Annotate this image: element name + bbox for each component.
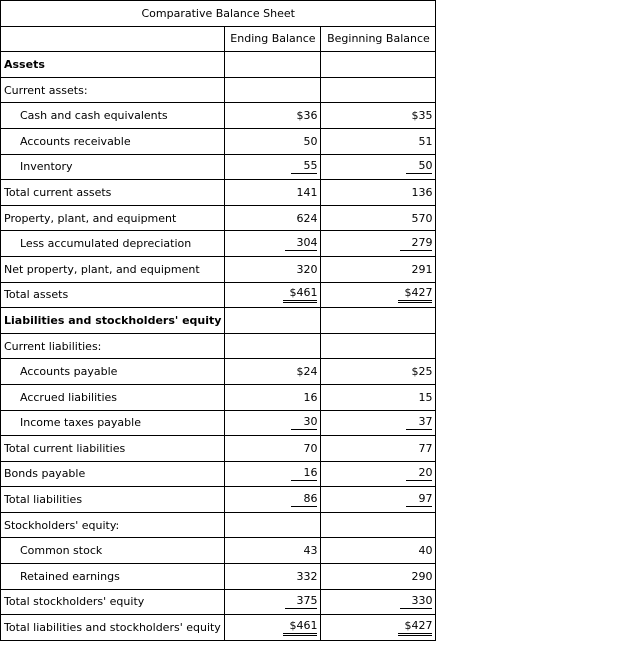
beginning-value — [321, 461, 436, 487]
ending-underlined-value: 55 — [291, 159, 317, 174]
ending-value: 50 — [225, 128, 321, 154]
beginning-value: 15 — [321, 384, 436, 410]
row-total-current-liabilities — [1, 436, 436, 462]
row-label: Inventory — [1, 154, 225, 180]
row-label: Income taxes payable — [1, 410, 225, 436]
ending-value — [225, 461, 321, 487]
beginning-double-underlined-value: $427 — [398, 619, 432, 636]
ending-value — [225, 308, 321, 334]
sheet-title: Comparative Balance Sheet — [1, 1, 436, 27]
ending-value — [225, 154, 321, 180]
row-accumulated-depreciation — [1, 231, 436, 257]
row-label: Accounts payable — [1, 359, 225, 385]
row-current-assets-heading — [1, 77, 436, 103]
ending-value — [225, 512, 321, 538]
ending-value: 43 — [225, 538, 321, 564]
beginning-double-underlined-value: $427 — [398, 286, 432, 303]
row-label: Less accumulated depreciation — [1, 231, 225, 257]
ending-value: 320 — [225, 256, 321, 282]
row-accounts-receivable — [1, 128, 436, 154]
ending-value: 70 — [225, 436, 321, 462]
beginning-value: 40 — [321, 538, 436, 564]
beginning-value: 570 — [321, 205, 436, 231]
beginning-value — [321, 487, 436, 513]
row-label: Total current assets — [1, 180, 225, 206]
ending-value: 16 — [225, 384, 321, 410]
ending-value: $36 — [225, 103, 321, 129]
beginning-value: 51 — [321, 128, 436, 154]
row-net-ppe — [1, 256, 436, 282]
row-label: Total liabilities and stockholders' equity — [1, 615, 225, 641]
beginning-underlined-value: 50 — [406, 159, 432, 174]
beginning-underlined-value: 279 — [400, 236, 432, 251]
row-label: Total assets — [1, 282, 225, 308]
row-assets-heading — [1, 52, 436, 78]
ending-value — [225, 231, 321, 257]
ending-value — [225, 52, 321, 78]
row-label: Total current liabilities — [1, 436, 225, 462]
row-label: Retained earnings — [1, 564, 225, 590]
ending-value — [225, 589, 321, 615]
ending-value — [225, 410, 321, 436]
ending-underlined-value: 16 — [291, 466, 317, 481]
ending-value — [225, 333, 321, 359]
ending-double-underlined-value: $461 — [283, 286, 317, 303]
beginning-value — [321, 77, 436, 103]
row-income-taxes-payable — [1, 410, 436, 436]
row-total-liabilities — [1, 487, 436, 513]
beginning-value: 291 — [321, 256, 436, 282]
row-current-liabilities-heading — [1, 333, 436, 359]
beginning-value — [321, 52, 436, 78]
row-label: Net property, plant, and equipment — [1, 256, 225, 282]
row-total-current-assets — [1, 180, 436, 206]
row-label: Common stock — [1, 538, 225, 564]
row-label: Assets — [1, 52, 225, 78]
row-stockholders-equity-heading — [1, 512, 436, 538]
ending-underlined-value: 86 — [291, 492, 317, 507]
ending-underlined-value: 375 — [285, 594, 317, 609]
row-inventory — [1, 154, 436, 180]
beginning-value — [321, 512, 436, 538]
beginning-value — [321, 154, 436, 180]
row-total-stockholders-equity — [1, 589, 436, 615]
beginning-value: $25 — [321, 359, 436, 385]
ending-underlined-value: 30 — [291, 415, 317, 430]
row-common-stock — [1, 538, 436, 564]
row-label: Bonds payable — [1, 461, 225, 487]
ending-value — [225, 615, 321, 641]
row-retained-earnings — [1, 564, 436, 590]
beginning-underlined-value: 37 — [406, 415, 432, 430]
row-total-liabilities-and-equity — [1, 615, 436, 641]
row-label: Total liabilities — [1, 487, 225, 513]
beginning-underlined-value: 20 — [406, 466, 432, 481]
header-beginning-balance: Beginning Balance — [321, 26, 436, 52]
header-blank — [1, 26, 225, 52]
row-label: Stockholders' equity: — [1, 512, 225, 538]
ending-value — [225, 282, 321, 308]
beginning-value — [321, 308, 436, 334]
ending-underlined-value: 304 — [285, 236, 317, 251]
ending-value: 624 — [225, 205, 321, 231]
beginning-value: $35 — [321, 103, 436, 129]
title-row — [1, 1, 436, 27]
row-label: Property, plant, and equipment — [1, 205, 225, 231]
row-label: Accrued liabilities — [1, 384, 225, 410]
ending-value: $24 — [225, 359, 321, 385]
beginning-value — [321, 410, 436, 436]
ending-value — [225, 487, 321, 513]
beginning-value: 290 — [321, 564, 436, 590]
row-label: Cash and cash equivalents — [1, 103, 225, 129]
row-accrued-liabilities — [1, 384, 436, 410]
row-label: Current liabilities: — [1, 333, 225, 359]
row-label: Accounts receivable — [1, 128, 225, 154]
row-cash — [1, 103, 436, 129]
beginning-underlined-value: 330 — [400, 594, 432, 609]
row-liabilities-heading — [1, 308, 436, 334]
ending-value — [225, 77, 321, 103]
beginning-value — [321, 615, 436, 641]
beginning-value — [321, 333, 436, 359]
beginning-value — [321, 282, 436, 308]
row-label: Current assets: — [1, 77, 225, 103]
row-ppe — [1, 205, 436, 231]
beginning-value — [321, 589, 436, 615]
row-bonds-payable — [1, 461, 436, 487]
beginning-value: 77 — [321, 436, 436, 462]
beginning-value: 136 — [321, 180, 436, 206]
header-row — [1, 26, 436, 52]
ending-value: 141 — [225, 180, 321, 206]
beginning-underlined-value: 97 — [406, 492, 432, 507]
row-total-assets — [1, 282, 436, 308]
row-label: Liabilities and stockholders' equity — [1, 308, 225, 334]
row-accounts-payable — [1, 359, 436, 385]
ending-double-underlined-value: $461 — [283, 619, 317, 636]
beginning-value — [321, 231, 436, 257]
ending-value: 332 — [225, 564, 321, 590]
header-ending-balance: Ending Balance — [225, 26, 321, 52]
row-label: Total stockholders' equity — [1, 589, 225, 615]
